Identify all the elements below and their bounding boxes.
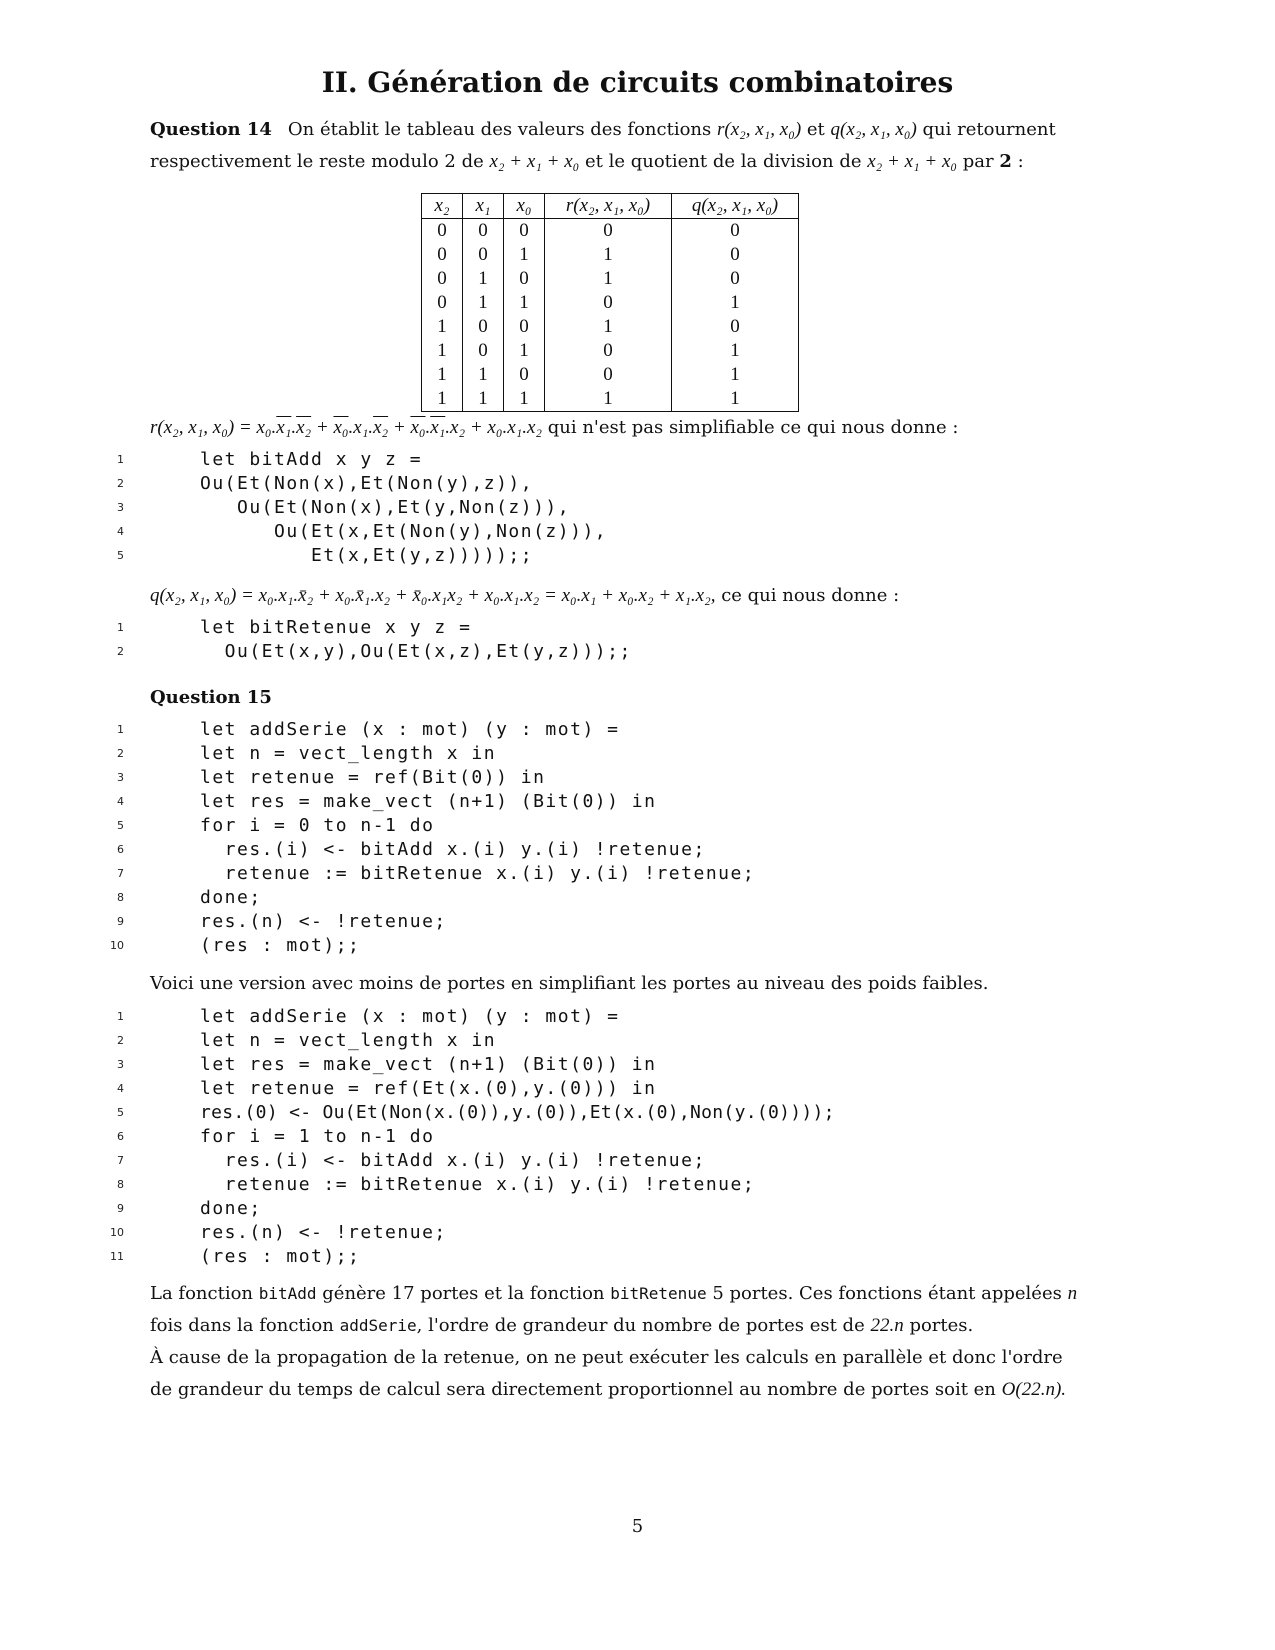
table-cell: 0 (422, 243, 463, 267)
table-row (422, 267, 799, 291)
line-number: 4 (117, 1082, 124, 1095)
table-cell: 0 (672, 243, 799, 267)
table-cell: 1 (463, 363, 504, 387)
page-number: 5 (631, 1516, 644, 1537)
line-number: 10 (110, 939, 124, 952)
r-term: x₁ (430, 417, 446, 438)
q14-text-b: et (806, 119, 825, 140)
conclusion-math-n: n (1067, 1283, 1078, 1304)
code-text: Ou(Et(Non(x),Et(Non(y),z)), (200, 473, 534, 494)
table-cell: 0 (422, 219, 463, 244)
code-text: done; (200, 887, 262, 908)
r-term: x₀ (410, 417, 426, 438)
conclusion-text: portes. (909, 1315, 974, 1336)
line-number: 3 (117, 771, 124, 784)
line-number: 10 (110, 1226, 124, 1239)
table-cell: 0 (463, 339, 504, 363)
code-text: done; (200, 1198, 262, 1219)
line-number: 8 (117, 891, 124, 904)
code-text: let n = vect_length x in (200, 743, 497, 764)
code-text: (res : mot);; (200, 935, 361, 956)
r-formula-tail: + x₀.x₁.x₂ (465, 417, 543, 438)
table-row (422, 291, 799, 315)
r-term: .x₁. (348, 417, 374, 438)
q14-r-func: r(x₂, x₁, x₀) (716, 119, 802, 140)
table-cell: 1 (504, 243, 545, 267)
conclusion-text: fois dans la fonction (150, 1315, 334, 1336)
r-formula-comment: qui n'est pas simplifiable ce qui nous donne : (547, 417, 959, 438)
q14-text-a: On établit le tableau des valeurs des fonctions (287, 119, 712, 140)
table-cell: 0 (504, 267, 545, 291)
table-cell: 1 (422, 387, 463, 412)
q14-text-c: qui retournent respectivement le reste modulo 2 de (150, 119, 1056, 172)
q14-text-f: : (1017, 151, 1024, 172)
table-cell: 0 (545, 291, 672, 315)
line-number: 2 (117, 645, 124, 658)
code-text: let bitRetenue x y z = (200, 617, 472, 638)
table-cell: 1 (422, 339, 463, 363)
conclusion-text: 5 portes. Ces fonctions étant appelées (712, 1283, 1062, 1304)
conclusion-math-count: 22.n (870, 1315, 904, 1336)
table-cell: 0 (463, 219, 504, 244)
table-cell: 0 (504, 219, 545, 244)
line-number: 4 (117, 795, 124, 808)
table-cell: 0 (545, 219, 672, 244)
code-text: Et(x,Et(y,z)))));; (200, 545, 534, 566)
r-term: x₂ (373, 417, 389, 438)
q-formula: q(x₂, x₁, x₀) = x₀.x₁.x̄₂ + x₀.x̄₁.x₂ + x̄₀.x₁x₂ + x₀.x₁.x₂ = x₀.x₁ + x₀.x₂ + x₁.x₂, (150, 585, 716, 606)
line-number: 1 (117, 723, 124, 736)
table-cell: 0 (463, 243, 504, 267)
q14-par-num: 2 (999, 151, 1012, 172)
code-text: let res = make_vect (n+1) (Bit(0)) in (200, 1054, 657, 1075)
line-number: 9 (117, 915, 124, 928)
q14-sum-1: x₂ + x₁ + x₀ (489, 151, 580, 172)
code-text: res.(i) <- bitAdd x.(i) y.(i) !retenue; (200, 1150, 706, 1171)
code-text: for i = 1 to n-1 do (200, 1126, 435, 1147)
table-cell: 1 (422, 315, 463, 339)
code-text: let addSerie (x : mot) (y : mot) = (200, 719, 620, 740)
line-number: 4 (117, 525, 124, 538)
line-number: 3 (117, 1058, 124, 1071)
code-text: Ou(Et(x,Et(Non(y),Non(z))), (200, 521, 608, 542)
table-cell: 1 (672, 363, 799, 387)
inline-code-addserie: addSerie (339, 1316, 417, 1335)
line-number: 1 (117, 1010, 124, 1023)
line-number: 3 (117, 501, 124, 514)
r-term: .x₂ (445, 417, 466, 438)
conclusion-text: génère 17 portes et la fonction (322, 1283, 605, 1304)
code-text: res.(n) <- !retenue; (200, 911, 447, 932)
table-cell: 0 (672, 267, 799, 291)
code-text: let retenue = ref(Et(x.(0),y.(0))) in (200, 1078, 657, 1099)
table-cell: 1 (545, 387, 672, 412)
table-cell: 0 (504, 363, 545, 387)
q-formula-paragraph (150, 580, 1090, 612)
q14-text-d: et le quotient de la division de (584, 151, 862, 172)
line-number: 2 (117, 477, 124, 490)
table-row (422, 219, 799, 244)
code-text: res.(n) <- !retenue; (200, 1222, 447, 1243)
voici-paragraph: Voici une version avec moins de portes en simplifiant les portes au niveau des poids faibles. (150, 973, 989, 994)
question-14-label: Question 14 (150, 119, 272, 140)
code-text: for i = 0 to n-1 do (200, 815, 435, 836)
inline-code-bitadd: bitAdd (258, 1284, 317, 1303)
r-term: x₂ (296, 417, 312, 438)
line-number: 5 (117, 1106, 124, 1119)
header-q: q(x₂, x₁, x₀) (672, 194, 799, 219)
code-text: res.(0) <- Ou(Et(Non(x.(0)),y.(0)),Et(x.(0),Non(y.(0)))); (200, 1102, 835, 1123)
line-number: 7 (117, 867, 124, 880)
conclusion-text: À cause de la propagation de la retenue, on ne peut exécuter les calculs en parallèle et donc l'ordre de grandeur du temps de calcul sera directement proportionnel au nombre de portes soit en (150, 1347, 1063, 1400)
table-cell: 0 (463, 315, 504, 339)
table-cell: 0 (545, 339, 672, 363)
conclusion-math-complexity: O(22.n). (1001, 1379, 1067, 1400)
table-row (422, 243, 799, 267)
question-14-paragraph (150, 114, 1090, 178)
table-cell: 1 (463, 387, 504, 412)
line-number: 2 (117, 747, 124, 760)
line-number: 5 (117, 549, 124, 562)
table-cell: 0 (545, 363, 672, 387)
header-r: r(x₂, x₁, x₀) (545, 194, 672, 219)
q14-text-e: par (962, 151, 994, 172)
table-cell: 0 (504, 315, 545, 339)
table-cell: 1 (672, 291, 799, 315)
q-formula-comment: ce qui nous donne : (721, 585, 900, 606)
table-cell: 1 (504, 339, 545, 363)
question-15-paragraph (150, 682, 1090, 714)
question-15-label: Question 15 (150, 687, 272, 708)
q14-q-func: q(x₂, x₁, x₀) (830, 119, 917, 140)
table-cell: 1 (545, 267, 672, 291)
r-formula-lhs: r(x₂, x₁, x₀) = (150, 417, 257, 438)
table-cell: 0 (422, 291, 463, 315)
table-cell: 1 (672, 339, 799, 363)
line-number: 11 (110, 1250, 124, 1263)
r-term: x₀ (333, 417, 349, 438)
r-term: x₀. (256, 417, 277, 438)
header-x2: x₂ (422, 194, 463, 219)
code-text: let res = make_vect (n+1) (Bit(0)) in (200, 791, 657, 812)
code-text: (res : mot);; (200, 1246, 361, 1267)
truth-table (421, 193, 799, 412)
table-cell: 1 (545, 243, 672, 267)
conclusion-text: La fonction (150, 1283, 253, 1304)
header-x0: x₀ (504, 194, 545, 219)
code-text: let retenue = ref(Bit(0)) in (200, 767, 546, 788)
table-row (422, 315, 799, 339)
line-number: 7 (117, 1154, 124, 1167)
r-term: . (291, 417, 297, 438)
r-formula-paragraph (150, 412, 1090, 444)
table-cell: 1 (672, 387, 799, 412)
line-number: 2 (117, 1034, 124, 1047)
r-formula: r(x₂, x₁, x₀) = x₀.x₁.x₂ + x₀.x₁.x₂ + x₀.x₁.x₂ + x₀.x₁.x₂ (150, 417, 543, 438)
table-cell: 1 (545, 315, 672, 339)
line-number: 1 (117, 453, 124, 466)
table-cell: 1 (504, 387, 545, 412)
header-x1: x₁ (463, 194, 504, 219)
line-number: 5 (117, 819, 124, 832)
line-number: 1 (117, 621, 124, 634)
code-text: retenue := bitRetenue x.(i) y.(i) !retenue; (200, 863, 756, 884)
conclusion-paragraph-1 (150, 1278, 1090, 1342)
table-row (422, 339, 799, 363)
conclusion-text: , l'ordre de grandeur du nombre de portes est de (416, 1315, 865, 1336)
r-term: . (425, 417, 431, 438)
table-cell: 0 (422, 267, 463, 291)
q14-sum-2: x₂ + x₁ + x₀ (867, 151, 957, 172)
r-term: x₁ (276, 417, 292, 438)
table-cell: 0 (672, 219, 799, 244)
line-number: 9 (117, 1202, 124, 1215)
table-cell: 0 (672, 315, 799, 339)
code-text: let bitAdd x y z = (200, 449, 423, 470)
table-cell: 1 (504, 291, 545, 315)
table-row (422, 363, 799, 387)
section-title: II. Génération de circuits combinatoires (321, 66, 954, 99)
table-cell: 1 (463, 291, 504, 315)
inline-code-bitretenue: bitRetenue (610, 1284, 707, 1303)
conclusion-paragraph-2 (150, 1342, 1090, 1406)
line-number: 8 (117, 1178, 124, 1191)
truth-table-header (422, 194, 799, 219)
line-number: 6 (117, 1130, 124, 1143)
code-text: res.(i) <- bitAdd x.(i) y.(i) !retenue; (200, 839, 706, 860)
code-text: retenue := bitRetenue x.(i) y.(i) !retenue; (200, 1174, 756, 1195)
line-number: 6 (117, 843, 124, 856)
code-text: let addSerie (x : mot) (y : mot) = (200, 1006, 620, 1027)
code-text: Ou(Et(Non(x),Et(y,Non(z))), (200, 497, 571, 518)
table-cell: 1 (463, 267, 504, 291)
code-text: let n = vect_length x in (200, 1030, 497, 1051)
table-row (422, 387, 799, 412)
table-cell: 1 (422, 363, 463, 387)
code-text: Ou(Et(x,y),Ou(Et(x,z),Et(y,z)));; (200, 641, 632, 662)
